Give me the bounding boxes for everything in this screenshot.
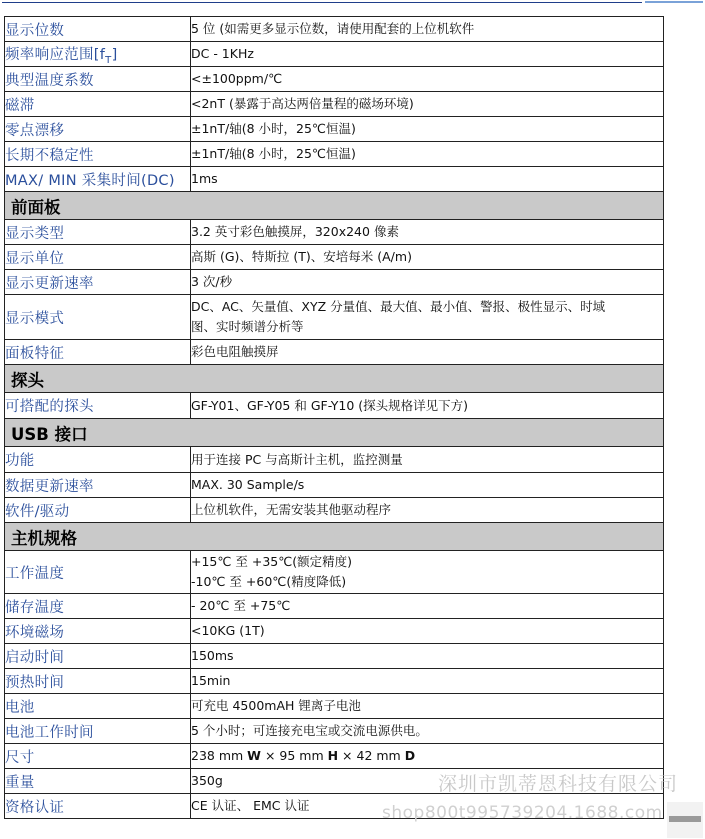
- row-label: 电池工作时间: [5, 719, 191, 744]
- dim-w-value: 238 mm: [191, 748, 248, 763]
- row-value: 15min: [191, 669, 664, 694]
- row-label: 数据更新速率: [5, 473, 191, 498]
- row-value: 上位机软件，无需安装其他驱动程序: [191, 498, 664, 523]
- value-line: DC、AC、矢量值、XYZ 分量值、最大值、最小值、警报、极性显示、时域: [191, 299, 606, 314]
- row-label: 显示单位: [5, 245, 191, 270]
- dim-d-letter: D: [404, 748, 416, 763]
- row-value: DC - 1KHz: [191, 42, 664, 67]
- row-value: GF-Y01、GF-Y05 和 GF-Y10 (探头规格详见下方): [191, 393, 664, 419]
- row-label: 可搭配的探头: [5, 393, 191, 419]
- row-label: 资格认证: [5, 794, 191, 819]
- table-row: [5, 744, 664, 769]
- dim-h-letter: H: [327, 748, 339, 763]
- row-label: 尺寸: [5, 744, 191, 769]
- row-value: - 20℃ 至 +75℃: [191, 594, 664, 619]
- table-row: [5, 694, 664, 719]
- corner-scroll-icon: [667, 802, 703, 838]
- table-row: [5, 220, 664, 245]
- row-label: 面板特征: [5, 340, 191, 365]
- dim-h-value: × 95 mm: [260, 748, 328, 763]
- section-header: [5, 523, 664, 551]
- spec-table: [4, 16, 664, 819]
- section-host: 主机规格: [5, 523, 664, 551]
- table-row: [5, 551, 664, 594]
- value-line: -10℃ 至 +60℃(精度降低): [191, 574, 347, 589]
- row-value: 350g: [191, 769, 664, 794]
- table-row: [5, 644, 664, 669]
- row-value: <±100ppm/℃: [191, 67, 664, 92]
- row-label: 功能: [5, 447, 191, 473]
- row-label: 长期不稳定性: [5, 142, 191, 167]
- row-value: <10KG (1T): [191, 619, 664, 644]
- table-row: [5, 167, 664, 192]
- row-value: 可充电 4500mAH 锂离子电池: [191, 694, 664, 719]
- row-label: 软件/驱动: [5, 498, 191, 523]
- row-value: CE 认证、 EMC 认证: [191, 794, 664, 819]
- table-row: [5, 92, 664, 117]
- table-row: [5, 117, 664, 142]
- section-header: [5, 192, 664, 220]
- section-header: [5, 365, 664, 393]
- table-row: [5, 245, 664, 270]
- section-usb: USB 接口: [5, 419, 664, 447]
- row-value: [191, 295, 664, 340]
- row-value: [191, 744, 664, 769]
- row-value: ±1nT/轴(8 小时，25℃恒温): [191, 117, 664, 142]
- row-value: 3.2 英寸彩色触摸屏，320x240 像素: [191, 220, 664, 245]
- dim-d-value: × 42 mm: [338, 748, 405, 763]
- row-value: ±1nT/轴(8 小时，25℃恒温): [191, 142, 664, 167]
- row-value: 3 次/秒: [191, 270, 664, 295]
- row-label: 储存温度: [5, 594, 191, 619]
- row-label: 环境磁场: [5, 619, 191, 644]
- table-row: [5, 594, 664, 619]
- row-label: MAX/ MIN 采集时间(DC): [5, 167, 191, 192]
- table-row: [5, 393, 664, 419]
- row-value: 1ms: [191, 167, 664, 192]
- row-label: 显示更新速率: [5, 270, 191, 295]
- table-row: [5, 17, 664, 42]
- row-value: 5 个小时；可连接充电宝或交流电源供电。: [191, 719, 664, 744]
- row-value: MAX. 30 Sample/s: [191, 473, 664, 498]
- row-value: 高斯 (G)、特斯拉 (T)、安培每米 (A/m): [191, 245, 664, 270]
- value-line: 图、实时频谱分析等: [191, 319, 304, 334]
- row-value: [191, 551, 664, 594]
- row-value: 彩色电阻触摸屏: [191, 340, 664, 365]
- top-divider: [2, 2, 642, 3]
- watermark-url: shop800t995739204.1688.com: [382, 803, 663, 823]
- row-label: 启动时间: [5, 644, 191, 669]
- row-label: 电池: [5, 694, 191, 719]
- row-label: 零点漂移: [5, 117, 191, 142]
- row-value: 150ms: [191, 644, 664, 669]
- row-label: 典型温度系数: [5, 67, 191, 92]
- table-row: [5, 447, 664, 473]
- row-value: <2nT (暴露于高达两倍量程的磁场环境): [191, 92, 664, 117]
- watermark-company: 深圳市凯蒂恩科技有限公司: [438, 773, 679, 795]
- section-probe: 探头: [5, 365, 664, 393]
- dim-w-letter: W: [247, 748, 261, 763]
- table-row: [5, 67, 664, 92]
- table-row: [5, 340, 664, 365]
- table-row: [5, 498, 664, 523]
- top-accent-divider: [645, 1, 703, 3]
- table-row: [5, 719, 664, 744]
- table-row: [5, 295, 664, 340]
- row-label: 磁滞: [5, 92, 191, 117]
- section-front-panel: 前面板: [5, 192, 664, 220]
- section-header: [5, 419, 664, 447]
- table-row: [5, 42, 664, 67]
- row-label: 重量: [5, 769, 191, 794]
- table-row: [5, 669, 664, 694]
- table-row: [5, 473, 664, 498]
- row-value: 5 位 (如需更多显示位数，请使用配套的上位机软件: [191, 17, 664, 42]
- row-label: 显示位数: [5, 17, 191, 42]
- row-value: 用于连接 PC 与高斯计主机，监控测量: [191, 447, 664, 473]
- row-label: 预热时间: [5, 669, 191, 694]
- row-label: 频率响应范围$[f_T]$: [5, 42, 191, 67]
- row-label: 显示类型: [5, 220, 191, 245]
- table-row: [5, 270, 664, 295]
- row-label: 显示模式: [5, 295, 191, 340]
- row-label: 工作温度: [5, 551, 191, 594]
- value-line: +15℃ 至 +35℃(额定精度): [191, 554, 353, 569]
- table-row: [5, 619, 664, 644]
- table-row: [5, 142, 664, 167]
